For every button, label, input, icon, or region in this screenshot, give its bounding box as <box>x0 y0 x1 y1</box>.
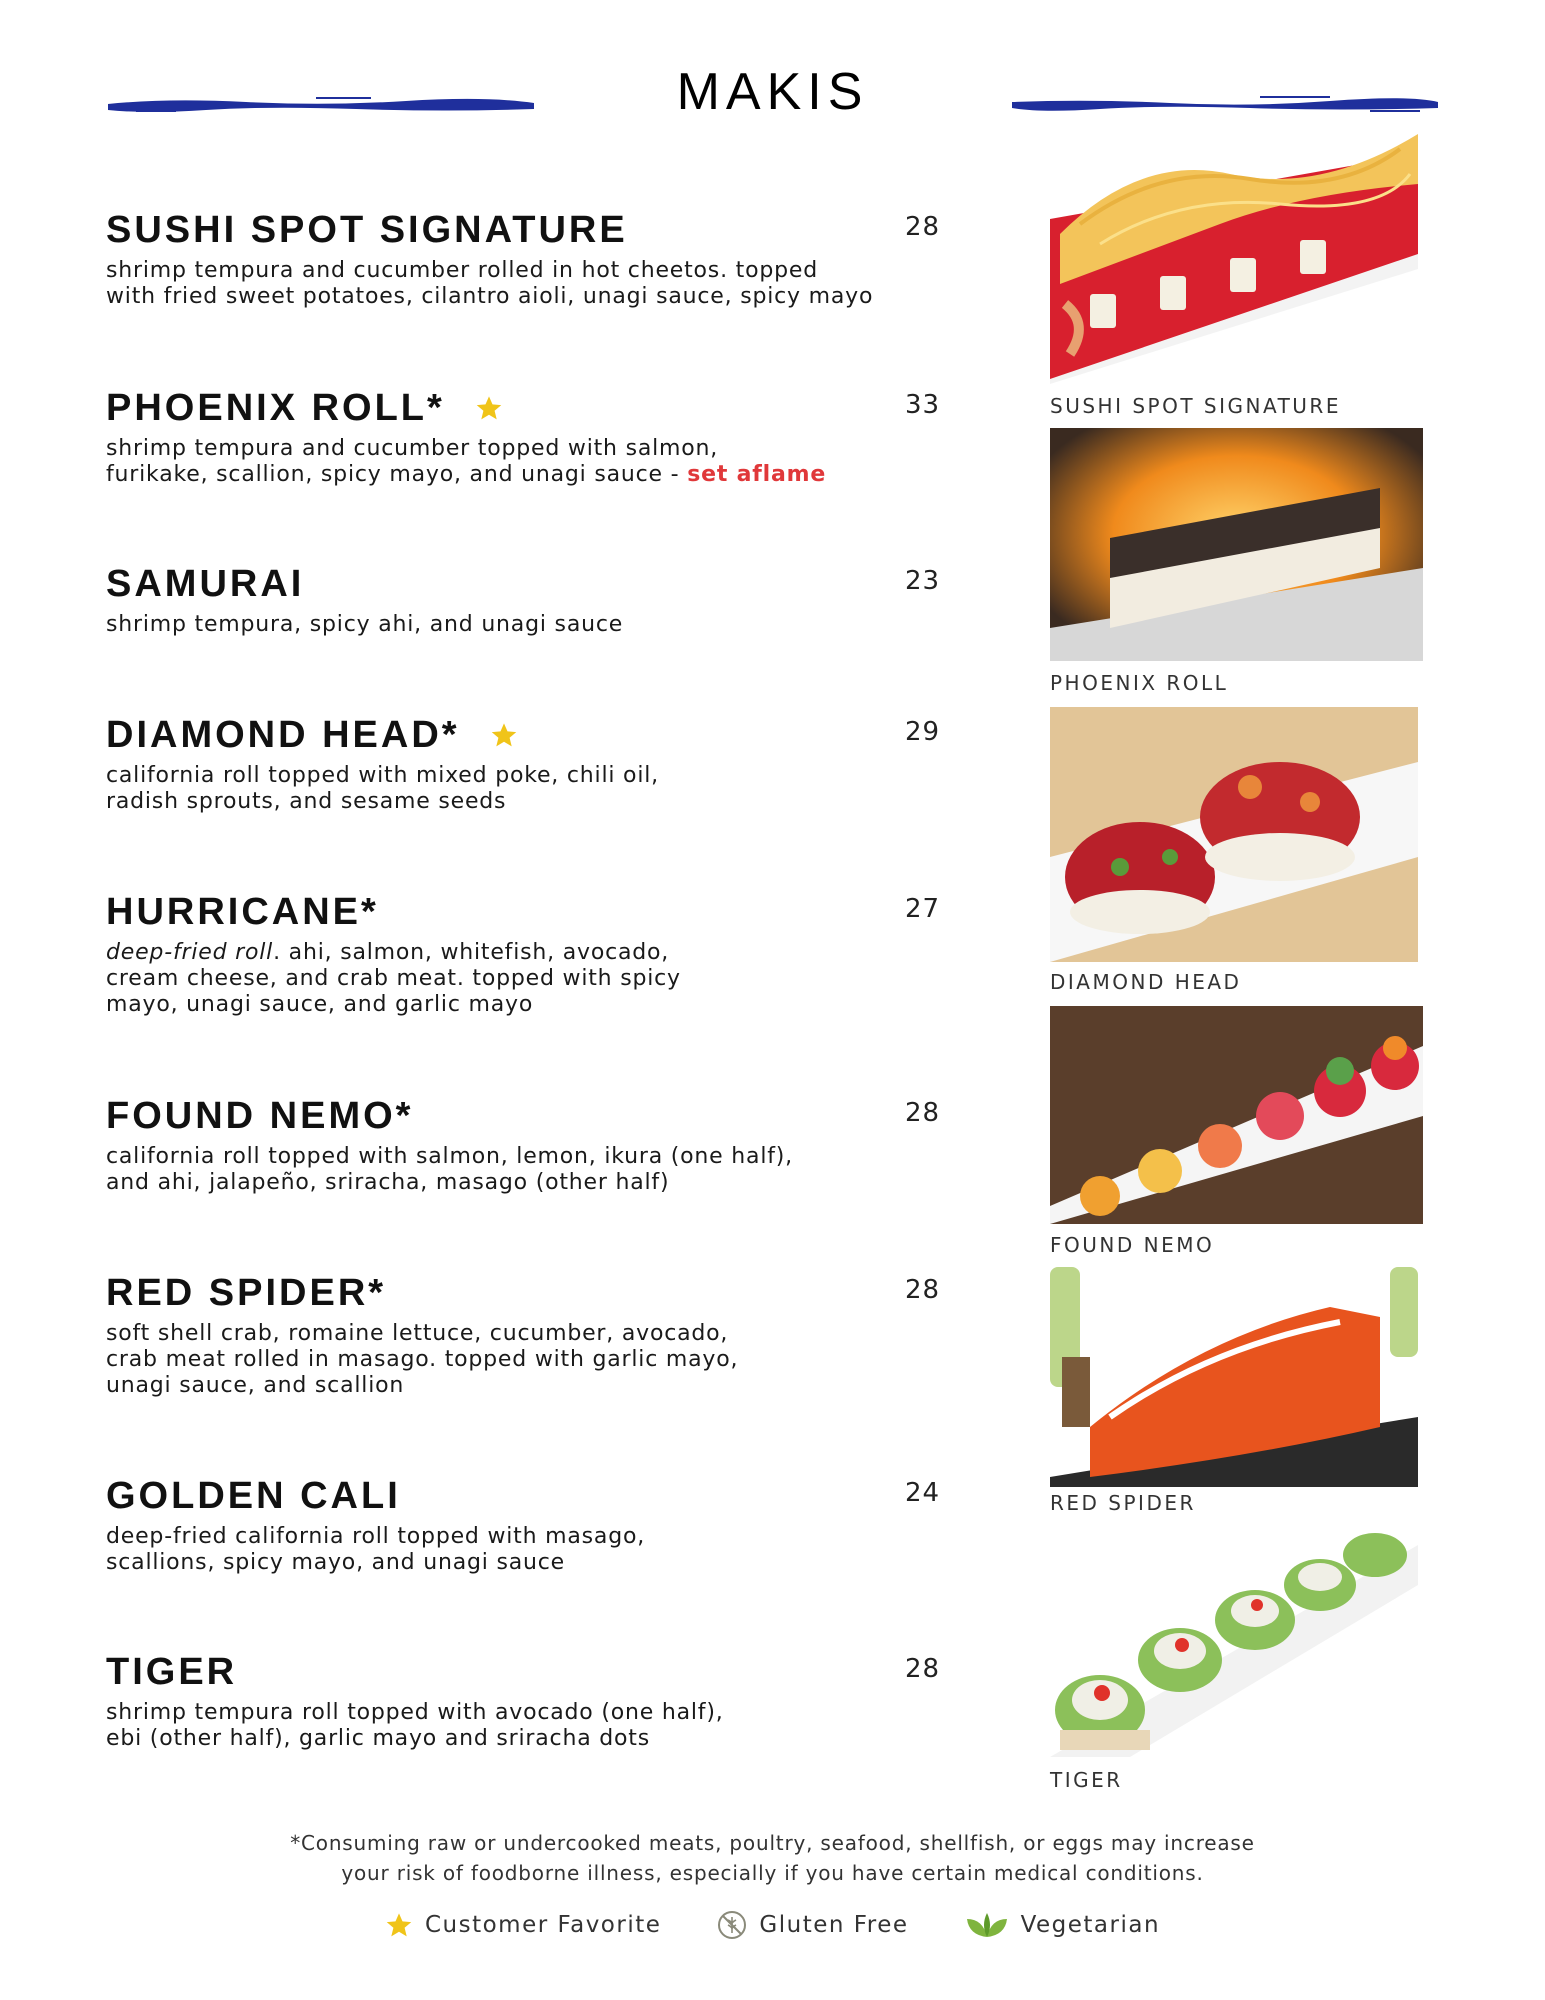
menu-item <box>106 386 946 488</box>
photo-caption: RED SPIDER <box>1050 1491 1196 1515</box>
menu-item <box>106 1271 946 1399</box>
menu-item <box>106 1094 946 1196</box>
item-price: 29 <box>905 717 941 747</box>
red-spider-photo <box>1050 1267 1418 1487</box>
item-description: california roll topped with mixed poke, chili oil, radish sprouts, and sesame seeds <box>106 763 659 814</box>
item-price: 28 <box>905 1275 941 1305</box>
item-price: 28 <box>905 212 941 242</box>
item-description-text: shrimp tempura and cucumber topped with salmon, furikake, scallion, spicy mayo, and unagi sauce - <box>106 436 719 487</box>
item-name: TIGER <box>106 1651 238 1693</box>
leaf-icon <box>965 1911 1009 1939</box>
item-name: GOLDEN CALI <box>106 1475 401 1517</box>
item-price: 24 <box>905 1478 941 1508</box>
photo-caption: PHOENIX ROLL <box>1050 671 1229 695</box>
legend-label: Vegetarian <box>1020 1912 1161 1938</box>
item-price: 28 <box>905 1098 941 1128</box>
item-description: deep-fried california roll topped with masago, scallions, spicy mayo, and unagi sauce <box>106 1524 646 1575</box>
item-description: shrimp tempura roll topped with avocado (one half), ebi (other half), garlic mayo and sriracha dots <box>106 1700 724 1751</box>
item-description: california roll topped with salmon, lemon, ikura (one half), and ahi, jalapeño, sriracha, masago (other half) <box>106 1144 793 1195</box>
legend-label: Customer Favorite <box>424 1912 662 1938</box>
right-brush-stroke <box>1010 94 1440 112</box>
item-description: soft shell crab, romaine lettuce, cucumber, avocado, crab meat rolled in masago. topped with garlic mayo, unagi sauce, and scallion <box>106 1321 739 1398</box>
diamond-head-photo <box>1050 707 1418 962</box>
photo-caption: TIGER <box>1050 1768 1123 1792</box>
item-description: shrimp tempura, spicy ahi, and unagi sauce <box>106 612 624 637</box>
menu-item <box>106 562 946 638</box>
legend-label: Gluten Free <box>759 1912 909 1938</box>
photo-caption: SUSHI SPOT SIGNATURE <box>1050 394 1341 418</box>
item-name-text: DIAMOND HEAD* <box>106 714 460 756</box>
item-description <box>106 436 946 488</box>
phoenix-roll-photo <box>1050 428 1423 661</box>
item-price: 33 <box>905 390 941 420</box>
item-name <box>106 713 946 757</box>
menu-item <box>106 1650 946 1752</box>
item-name <box>106 386 946 430</box>
item-price: 23 <box>905 566 941 596</box>
sushi-spot-signature-photo <box>1050 124 1418 384</box>
photo-caption: FOUND NEMO <box>1050 1233 1215 1257</box>
item-description: shrimp tempura and cucumber rolled in hot cheetos. topped with fried sweet potatoes, cilantro aioli, unagi sauce, spicy mayo <box>106 258 874 309</box>
item-description-italic: deep-fried roll <box>106 940 274 965</box>
item-name: HURRICANE* <box>106 891 379 933</box>
star-icon <box>385 1911 413 1939</box>
allergen-footnote: *Consuming raw or undercooked meats, poultry, seafood, shellfish, or eggs may increase your risk of foodborne illness, especially if you have certain medical conditions. <box>290 1831 1255 1885</box>
legend <box>0 1910 1545 1940</box>
item-description <box>106 940 946 1018</box>
gluten-free-icon <box>717 1910 747 1940</box>
star-icon <box>490 721 518 749</box>
item-name: FOUND NEMO* <box>106 1095 414 1137</box>
item-price: 28 <box>905 1654 941 1684</box>
item-name: SAMURAI <box>106 563 305 605</box>
set-aflame-note: set aflame <box>687 462 827 487</box>
legend-item-gluten-free <box>717 1910 908 1940</box>
item-description-text: . ahi, salmon, whitefish, avocado, cream cheese, and crab meat. topped with spicy mayo, unagi sauce, and garlic mayo <box>106 940 681 1017</box>
menu-item <box>106 1474 946 1576</box>
page-title: MAKIS <box>676 63 869 121</box>
item-name: RED SPIDER* <box>106 1272 387 1314</box>
menu-item <box>106 713 946 815</box>
item-name-text: PHOENIX ROLL* <box>106 387 445 429</box>
tiger-photo <box>1050 1525 1418 1757</box>
star-icon <box>475 394 503 422</box>
item-name: SUSHI SPOT SIGNATURE <box>106 209 628 251</box>
menu-item <box>106 208 946 310</box>
photo-caption: DIAMOND HEAD <box>1050 970 1242 994</box>
found-nemo-photo <box>1050 1006 1423 1224</box>
legend-item-vegetarian <box>965 1910 1160 1940</box>
item-price: 27 <box>905 894 941 924</box>
legend-item-favorite <box>385 1910 661 1940</box>
menu-item <box>106 890 946 1018</box>
